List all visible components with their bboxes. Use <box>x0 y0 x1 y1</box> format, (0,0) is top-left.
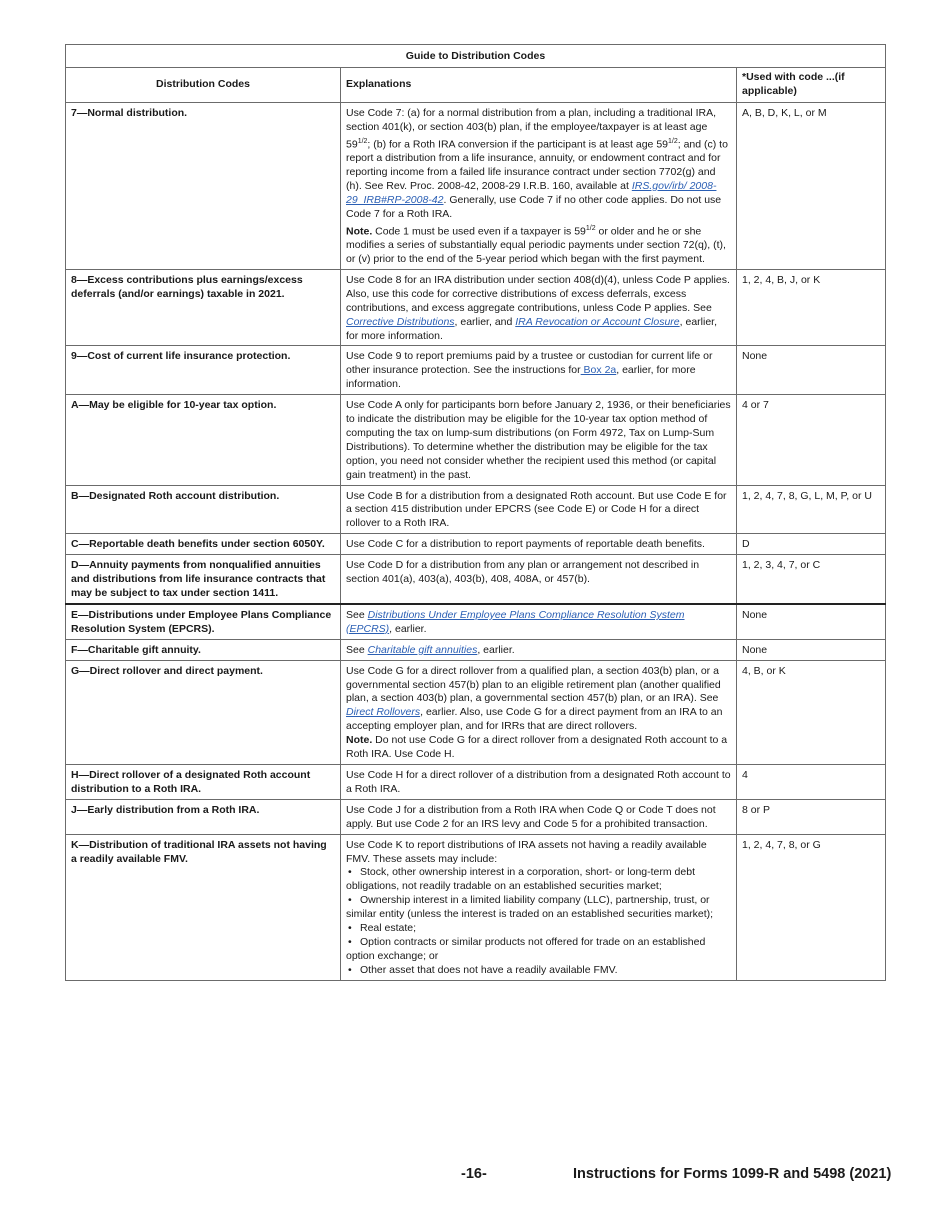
table-row <box>66 764 886 799</box>
list-item: • Stock, other ownership interest in a corporation, short- or long-term debt obligations, not readily tradable on an established securities market; <box>346 866 731 894</box>
direct-rollovers-link[interactable]: Direct Rollovers <box>346 706 421 719</box>
table-header-row <box>66 67 886 102</box>
code-e: E—Distributions under Employee Plans Compliance Resolution System (EPCRS). <box>66 604 341 639</box>
code-g: G—Direct rollover and direct payment. <box>66 660 341 764</box>
table-row <box>66 346 886 395</box>
explanation-h: Use Code H for a direct rollover of a distribution from a designated Roth account to a Roth IRA. <box>341 764 737 799</box>
distribution-codes-table <box>65 44 886 981</box>
used-with-h: 4 <box>737 764 886 799</box>
ira-revocation-link[interactable]: IRA Revocation or Account Closure <box>515 315 680 328</box>
used-with-b: 1, 2, 4, 7, 8, G, L, M, P, or U <box>737 485 886 534</box>
irb-link[interactable]: IRS.gov/irb/ 2008-29_IRB#RP-2008-42 <box>346 179 717 206</box>
table-row <box>66 534 886 555</box>
list-item: • Real estate; <box>346 922 731 936</box>
code-j: J—Early distribution from a Roth IRA. <box>66 799 341 834</box>
table-row <box>66 485 886 534</box>
used-with-d: 1, 2, 3, 4, 7, or C <box>737 555 886 604</box>
used-with-k: 1, 2, 4, 7, 8, or G <box>737 834 886 980</box>
table-caption-row <box>66 45 886 68</box>
explanation-8: Use Code 8 for an IRA distribution under section 408(d)(4), unless Code P applies. Also, use this code for corrective distributions of excess deferrals, excess contributions, and excess aggregate contributions, unless Code P applies. See Corrective Distributions, earlier, and IRA Revocation or Account Closure, earlier, for more information. <box>341 269 737 346</box>
code-d: D—Annuity payments from nonqualified annuities and distributions from life insurance contracts that may be subject to tax under section 1411. <box>66 555 341 604</box>
used-with-7: A, B, D, K, L, or M <box>737 102 886 269</box>
box-2a-link[interactable]: Box 2a <box>580 364 617 377</box>
table-row <box>66 395 886 485</box>
table-row <box>66 660 886 764</box>
explanation-k: Use Code K to report distributions of IRA assets not having a readily available FMV. These assets may include: • Stock, other ownership interest in a corporation, short- or long-term debt obligations, not readily tradable on an established securities market; • Ownership interest in a limited liability company (LLC), partnership, trust, or similar entity (unless the interest is traded on an established securities market); • Real estate; • Option contracts or similar products not offered for trade on an established option exchange; or • Other asset that does not have a readily available FMV. <box>341 834 737 980</box>
used-with-c: D <box>737 534 886 555</box>
code-c: C—Reportable death benefits under section 6050Y. <box>66 534 341 555</box>
list-item: • Other asset that does not have a readily available FMV. <box>346 964 731 978</box>
table-row <box>66 834 886 980</box>
explanation-9: Use Code 9 to report premiums paid by a trustee or custodian for current life or other insurance protection. See the instructions for Box 2a, earlier, for more information. <box>341 346 737 395</box>
used-with-a: 4 or 7 <box>737 395 886 485</box>
explanation-a: Use Code A only for participants born before January 2, 1936, or their beneficiaries to indicate the distribution may be eligible for the 10-year tax option method of computing the tax on lump-sum distributions (on Form 4972, Tax on Lump-Sum Distributions). To determine whether the distribution may be eligible for the tax option, you need not consider whether the recipient used this method (or capital gain treatment) in the past. <box>341 395 737 485</box>
used-with-9: None <box>737 346 886 395</box>
page-number: -16- <box>461 1166 487 1182</box>
table-caption: Guide to Distribution Codes <box>66 45 886 68</box>
code-k: K—Distribution of traditional IRA assets not having a readily available FMV. <box>66 834 341 980</box>
code-7: 7—Normal distribution. <box>66 102 341 269</box>
table-row <box>66 102 886 269</box>
list-item: • Option contracts or similar products not offered for trade on an established option exchange; or <box>346 936 731 964</box>
code-b: B—Designated Roth account distribution. <box>66 485 341 534</box>
explanation-g: Use Code G for a direct rollover from a qualified plan, a section 403(b) plan, or a governmental section 457(b) plan to an eligible retirement plan (another qualified plan, a section 403(b) plan, a governmental section 457(b) plan, or an IRA). See Direct Rollovers, earlier. Also, use Code G for a direct payment from an IRA to an accepting employer plan, and for IRRs that are direct rollovers. Note. Do not use Code G for a direct rollover from a designated Roth account to a Roth IRA. Use Code H. <box>341 660 737 764</box>
list-item: • Ownership interest in a limited liability company (LLC), partnership, trust, or similar entity (unless the interest is traded on an established securities market); <box>346 894 731 922</box>
table-row <box>66 639 886 660</box>
code-9: 9—Cost of current life insurance protection. <box>66 346 341 395</box>
used-with-e: None <box>737 604 886 639</box>
footer-title: Instructions for Forms 1099-R and 5498 (2021) <box>573 1166 892 1182</box>
explanation-c: Use Code C for a distribution to report payments of reportable death benefits. <box>341 534 737 555</box>
header-distribution-codes: Distribution Codes <box>66 67 341 102</box>
code-8: 8—Excess contributions plus earnings/excess deferrals (and/or earnings) taxable in 2021. <box>66 269 341 346</box>
code-a: A—May be eligible for 10-year tax option. <box>66 395 341 485</box>
table-row <box>66 269 886 346</box>
header-explanations: Explanations <box>341 67 737 102</box>
used-with-f: None <box>737 639 886 660</box>
explanation-b: Use Code B for a distribution from a designated Roth account. But use Code E for a section 415 distribution under EPCRS (see Code E) or Code H for a direct rollover to a Roth IRA. <box>341 485 737 534</box>
table-row <box>66 799 886 834</box>
corrective-distributions-link[interactable]: Corrective Distributions <box>346 315 455 328</box>
explanation-e: See Distributions Under Employee Plans Compliance Resolution System (EPCRS), earlier. <box>341 604 737 639</box>
used-with-8: 1, 2, 4, B, J, or K <box>737 269 886 346</box>
table-row <box>66 555 886 604</box>
used-with-j: 8 or P <box>737 799 886 834</box>
used-with-g: 4, B, or K <box>737 660 886 764</box>
code-f: F—Charitable gift annuity. <box>66 639 341 660</box>
explanation-d: Use Code D for a distribution from any plan or arrangement not described in section 401(a), 403(a), 403(b), 408, 408A, or 457(b). <box>341 555 737 604</box>
code-h: H—Direct rollover of a designated Roth account distribution to a Roth IRA. <box>66 764 341 799</box>
explanation-7: Use Code 7: (a) for a normal distribution from a plan, including a traditional IRA, section 401(k), or section 403(b) plan, if the employee/taxpayer is at least age $59^{1/2}$; (b) for a Roth IRA conversion if the participant is at least age $59^{1/2}$; and (c) to report a distribution from a life insurance, annuity, or endowment contract and for reporting income from a failed life insurance contract under section 7702(g) and (h). See Rev. Proc. 2008-42, 2008-29 I.R.B. 160, available at IRS.gov/irb/ 2008-29_IRB#RP-2008-42. Generally, use Code 7 if no other code applies. Do not use Code 7 for a Roth IRA. Note. Code 1 must be used even if a taxpayer is $59^{1/2}$ or older and he or she modifies a series of substantially equal periodic payments under section 72(q), (t), or (v) prior to the end of the 5-year period which began with the first payment. <box>341 102 737 269</box>
table-row <box>66 604 886 639</box>
explanation-f: See Charitable gift annuities, earlier. <box>341 639 737 660</box>
header-used-with-code: *Used with code ...(if applicable) <box>737 67 886 102</box>
charitable-gift-annuities-link[interactable]: Charitable gift annuities <box>367 643 478 656</box>
epcrs-link[interactable]: Distributions Under Employee Plans Compliance Resolution System (EPCRS) <box>346 608 685 635</box>
explanation-j: Use Code J for a distribution from a Roth IRA when Code Q or Code T does not apply. But use Code 2 for an IRS levy and Code 5 for a prohibited transaction. <box>341 799 737 834</box>
